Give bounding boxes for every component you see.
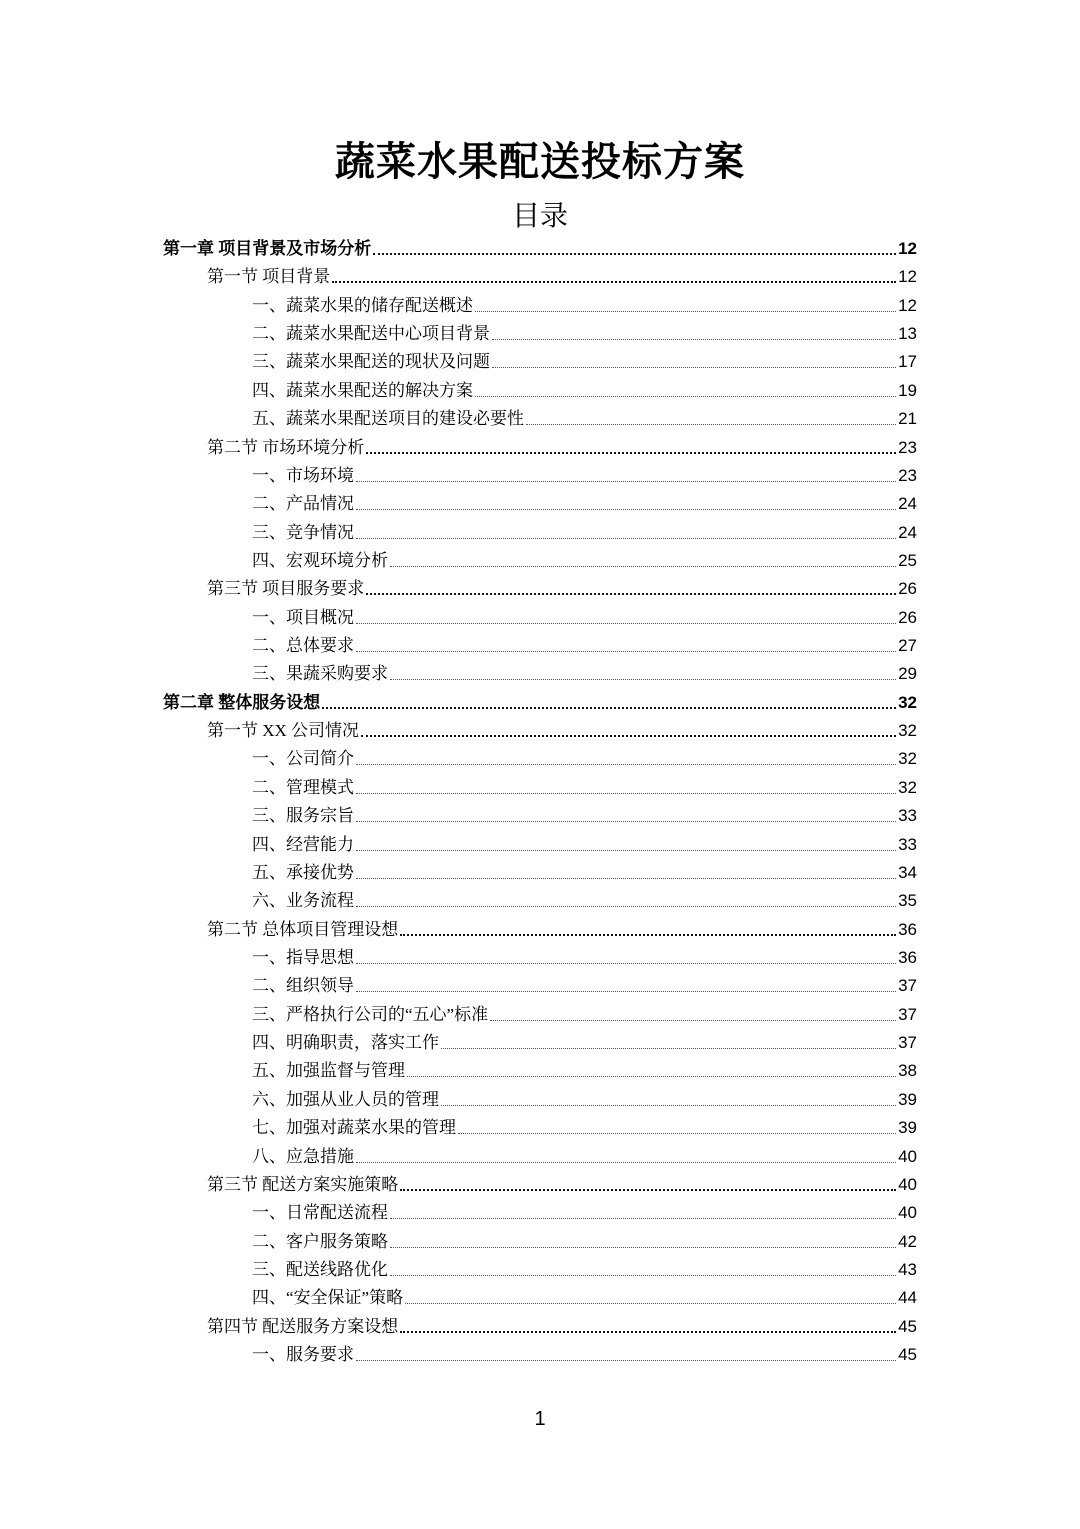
toc-entry-page: 23 <box>898 465 917 485</box>
dot-leader <box>526 424 896 425</box>
toc-entry-title: 二、产品情况 <box>252 494 354 514</box>
toc-entry-page: 32 <box>898 692 917 712</box>
toc-entry-title: 四、宏观环境分析 <box>252 550 388 570</box>
toc-entry-title: 三、蔬菜水果配送的现状及问题 <box>252 352 490 372</box>
toc-entry-page: 23 <box>898 437 917 457</box>
toc-entry-page: 43 <box>898 1259 917 1279</box>
toc-entry-title: 第一节 项目背景 <box>207 267 331 287</box>
toc-entry-page: 45 <box>898 1345 917 1365</box>
dot-leader <box>390 679 896 680</box>
toc-entry-title: 第三节 项目服务要求 <box>207 579 365 599</box>
toc-entry-page: 21 <box>898 409 917 429</box>
toc-subsection-entry[interactable] <box>252 998 917 1026</box>
dot-leader <box>441 1048 896 1049</box>
dot-leader <box>400 1189 896 1191</box>
document-title: 蔬菜水果配送投标方案 <box>335 139 745 184</box>
toc-entry-page: 32 <box>898 777 917 797</box>
toc-entry-title: 五、加强监督与管理 <box>252 1061 405 1081</box>
dot-leader <box>490 1020 896 1021</box>
toc-entry-page: 35 <box>898 891 917 911</box>
toc-entry-page: 32 <box>898 749 917 769</box>
toc-section-entry[interactable] <box>207 1310 917 1338</box>
toc-entry-page: 12 <box>898 267 917 287</box>
toc-entry-page: 19 <box>898 380 917 400</box>
toc-subsection-entry[interactable] <box>252 459 917 487</box>
toc-entry-title: 二、组织领导 <box>252 976 354 996</box>
toc-entry-title: 三、严格执行公司的“五心”标准 <box>252 1004 489 1024</box>
toc-entry-title: 一、服务要求 <box>252 1345 354 1365</box>
toc-entry-page: 39 <box>898 1118 917 1138</box>
toc-entry-page: 27 <box>898 636 917 656</box>
dot-leader <box>361 735 896 737</box>
toc-entry-page: 34 <box>898 862 917 882</box>
toc-section-entry[interactable] <box>207 260 917 288</box>
dot-leader <box>492 339 896 340</box>
toc-subsection-entry[interactable] <box>252 374 917 402</box>
dot-leader <box>356 538 896 539</box>
toc-subsection-entry[interactable] <box>252 487 917 515</box>
toc-entry-title: 三、果蔬采购要求 <box>252 664 388 684</box>
toc-entry-title: 第一章 项目背景及市场分析 <box>163 239 372 258</box>
dot-leader <box>390 1275 896 1276</box>
toc-subsection-entry[interactable] <box>252 884 917 912</box>
toc-subsection-entry[interactable] <box>252 828 917 856</box>
dot-leader <box>405 1303 896 1304</box>
dot-leader <box>356 1360 896 1361</box>
toc-entry-title: 一、市场环境 <box>252 465 354 485</box>
toc-chapter-entry[interactable] <box>163 232 917 260</box>
toc-entry-page: 38 <box>898 1061 917 1081</box>
dot-leader <box>322 707 896 709</box>
toc-entry-title: 一、日常配送流程 <box>252 1203 388 1223</box>
dot-leader <box>356 481 896 482</box>
toc-subsection-entry[interactable] <box>252 771 917 799</box>
toc-subsection-entry[interactable] <box>252 1111 917 1139</box>
dot-leader <box>373 253 896 255</box>
toc-entry-title: 二、蔬菜水果配送中心项目背景 <box>252 324 490 344</box>
dot-leader <box>356 623 896 624</box>
dot-leader <box>492 367 896 368</box>
toc-subsection-entry[interactable] <box>252 1196 917 1224</box>
toc-entry-title: 一、蔬菜水果的储存配送概述 <box>252 295 473 315</box>
toc-entry-title: 四、蔬菜水果配送的解决方案 <box>252 380 473 400</box>
toc-heading: 目录 <box>511 201 568 232</box>
dot-leader <box>407 1076 896 1077</box>
toc-entry-page: 39 <box>898 1089 917 1109</box>
toc-entry-page: 24 <box>898 494 917 514</box>
dot-leader <box>458 1133 896 1134</box>
toc-subsection-entry[interactable] <box>252 1281 917 1309</box>
toc-entry-page: 45 <box>898 1316 917 1336</box>
toc-subsection-entry[interactable] <box>252 1140 917 1168</box>
toc-subsection-entry[interactable] <box>252 289 917 317</box>
dot-leader <box>441 1105 896 1106</box>
dot-leader <box>475 311 896 312</box>
toc-section-entry[interactable] <box>207 1168 917 1196</box>
toc-entry-page: 42 <box>898 1231 917 1251</box>
toc-entry-title: 五、承接优势 <box>252 862 354 882</box>
toc-entry-page: 17 <box>898 352 917 372</box>
toc-entry-title: 第二章 整体服务设想 <box>163 692 321 712</box>
toc-entry-page: 29 <box>898 664 917 684</box>
toc-entry-page: 13 <box>898 324 917 344</box>
dot-leader <box>356 793 896 794</box>
toc-chapter-entry[interactable] <box>163 686 917 714</box>
toc-entry-page: 36 <box>898 919 917 939</box>
toc-entry-title: 四、明确职责，落实工作 <box>252 1033 439 1053</box>
dot-leader <box>356 850 896 851</box>
toc-entry-title: 二、客户服务策略 <box>252 1231 388 1251</box>
toc-entry-title: 四、经营能力 <box>252 834 354 854</box>
toc-subsection-entry[interactable] <box>252 856 917 884</box>
toc-subsection-entry[interactable] <box>252 941 917 969</box>
toc-section-entry[interactable] <box>207 714 917 742</box>
toc-entry-title: 二、管理模式 <box>252 777 354 797</box>
dot-leader <box>356 878 896 879</box>
toc-section-entry[interactable] <box>207 913 917 941</box>
toc-subsection-entry[interactable] <box>252 402 917 430</box>
toc-entry-page: 44 <box>898 1288 917 1308</box>
toc-entry-page: 40 <box>898 1174 917 1194</box>
toc-entry-title: 三、服务宗旨 <box>252 806 354 826</box>
toc-entry-page: 37 <box>898 1004 917 1024</box>
dot-leader <box>356 509 896 510</box>
toc-entry-title: 三、配送线路优化 <box>252 1259 388 1279</box>
toc-entry-title: 六、业务流程 <box>252 891 354 911</box>
toc-entry-title: 第三节 配送方案实施策略 <box>207 1174 399 1194</box>
toc-entry-title: 第二节 总体项目管理设想 <box>207 919 399 939</box>
toc-subsection-entry[interactable] <box>252 1026 917 1054</box>
toc-entry-title: 一、指导思想 <box>252 948 354 967</box>
toc-subsection-entry[interactable] <box>252 657 917 685</box>
toc-section-entry[interactable] <box>207 431 917 459</box>
toc-entry-page: 26 <box>898 607 917 627</box>
dot-leader <box>332 281 896 283</box>
toc-entry-page: 36 <box>898 948 917 967</box>
dot-leader <box>390 566 896 567</box>
dot-leader <box>366 593 896 595</box>
dot-leader <box>366 452 896 454</box>
toc-entry-page: 33 <box>898 806 917 826</box>
toc-entry-page: 40 <box>898 1146 917 1166</box>
toc-entry-title: 一、公司简介 <box>252 749 354 769</box>
dot-leader <box>356 1162 896 1163</box>
toc-entry-page: 37 <box>898 1033 917 1053</box>
toc-subsection-entry[interactable] <box>252 1225 917 1253</box>
dot-leader <box>356 764 896 765</box>
dot-leader <box>475 396 896 397</box>
toc-subsection-entry[interactable] <box>252 1253 917 1281</box>
toc-entry-page: 32 <box>898 721 917 741</box>
toc-entry-title: 第一节 XX 公司情况 <box>207 721 360 741</box>
dot-leader <box>356 963 896 964</box>
toc-entry-title: 二、总体要求 <box>252 636 354 656</box>
toc-entry-page: 12 <box>898 295 917 315</box>
toc-entry-title: 五、蔬菜水果配送项目的建设必要性 <box>252 409 524 429</box>
toc-subsection-entry[interactable] <box>252 516 917 544</box>
toc-entry-page: 26 <box>898 579 917 599</box>
dot-leader <box>356 906 896 907</box>
toc-entry-page: 24 <box>898 522 917 542</box>
toc-entry-title: 三、竞争情况 <box>252 522 354 542</box>
toc-entry-page: 37 <box>898 976 917 996</box>
toc-entry-title: 四、“安全保证”策略 <box>252 1288 404 1308</box>
toc-subsection-entry[interactable] <box>252 345 917 373</box>
toc-subsection-entry[interactable] <box>252 601 917 629</box>
dot-leader <box>390 1218 896 1219</box>
dot-leader <box>390 1247 896 1248</box>
toc-entry-page: 40 <box>898 1203 917 1223</box>
toc-subsection-entry[interactable] <box>252 317 917 345</box>
toc-entry-title: 第二节 市场环境分析 <box>207 437 365 457</box>
toc-subsection-entry[interactable] <box>252 1083 917 1111</box>
toc-section-entry[interactable] <box>207 572 917 600</box>
toc-subsection-entry[interactable] <box>252 969 917 997</box>
dot-leader <box>400 934 896 936</box>
dot-leader <box>400 1331 896 1333</box>
toc-entry-title: 八、应急措施 <box>252 1146 354 1166</box>
toc-entry-title: 第四节 配送服务方案设想 <box>207 1316 399 1336</box>
toc-subsection-entry[interactable] <box>252 629 917 657</box>
toc-subsection-entry[interactable] <box>252 1054 917 1082</box>
toc-subsection-entry[interactable] <box>252 742 917 770</box>
page-number: 1 <box>534 1408 546 1430</box>
toc-entry-title: 一、项目概况 <box>252 607 354 627</box>
dot-leader <box>356 651 896 652</box>
toc-entry-page: 33 <box>898 834 917 854</box>
dot-leader <box>356 821 896 822</box>
dot-leader <box>356 991 896 992</box>
toc-entry-page: 12 <box>898 239 917 258</box>
toc-subsection-entry[interactable] <box>252 544 917 572</box>
toc-subsection-entry[interactable] <box>252 1338 917 1366</box>
toc-subsection-entry[interactable] <box>252 799 917 827</box>
toc-entry-title: 七、加强对蔬菜水果的管理 <box>252 1118 456 1138</box>
toc-entry-title: 六、加强从业人员的管理 <box>252 1089 439 1109</box>
toc-entry-page: 25 <box>898 550 917 570</box>
